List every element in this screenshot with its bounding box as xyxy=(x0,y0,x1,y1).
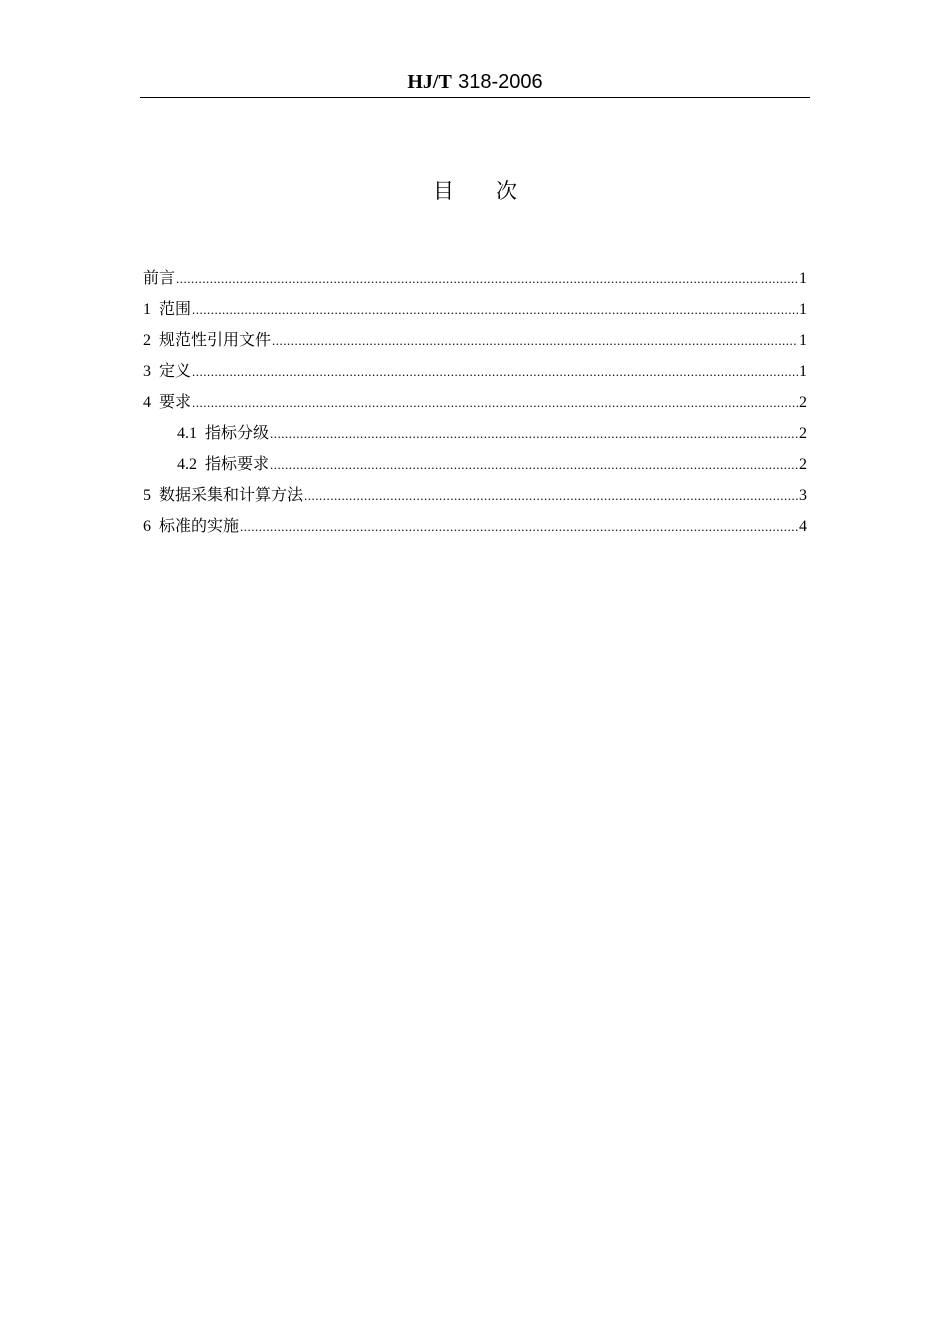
toc-entry-page: 1 xyxy=(799,301,807,318)
toc-entry-scope[interactable] xyxy=(143,295,807,326)
toc-entry-number: 2 xyxy=(143,332,151,349)
toc-entry-requirements[interactable] xyxy=(143,388,807,419)
toc-entry-page: 1 xyxy=(799,270,807,287)
toc-dot-leader xyxy=(192,358,798,386)
toc-entry-page: 2 xyxy=(799,394,807,411)
toc-dot-leader xyxy=(192,296,798,324)
toc-entry-page: 2 xyxy=(799,425,807,442)
header-rule xyxy=(140,97,810,98)
toc-title-right: 次 xyxy=(496,179,517,203)
standard-code-prefix: HJ/T xyxy=(407,71,452,93)
toc-dot-leader xyxy=(304,482,798,510)
toc-title-left: 目 xyxy=(433,179,454,203)
toc-dot-leader xyxy=(240,513,798,541)
toc-entry-text: 规范性引用文件 xyxy=(159,330,272,349)
toc-entry-definitions[interactable] xyxy=(143,357,807,388)
toc-entry-text: 标准的实施 xyxy=(159,516,240,535)
toc-entry-text: 指标分级 xyxy=(205,423,270,442)
toc-entry-number: 3 xyxy=(143,363,151,380)
toc-entry-implementation[interactable] xyxy=(143,512,807,543)
toc-entry-text: 范围 xyxy=(159,299,192,318)
toc-entry-preface[interactable] xyxy=(143,264,807,295)
toc-entry-number: 6 xyxy=(143,518,151,535)
toc-entry-number: 4.2 xyxy=(177,456,197,473)
toc-entry-text: 数据采集和计算方法 xyxy=(159,485,304,504)
toc-dot-leader xyxy=(176,265,798,293)
toc-entry-number: 4.1 xyxy=(177,425,197,442)
toc-entry-number: 1 xyxy=(143,301,151,318)
toc-dot-leader xyxy=(192,389,798,417)
toc-entry-normative-references[interactable] xyxy=(143,326,807,357)
toc-entry-number: 4 xyxy=(143,394,151,411)
toc-entry-page: 2 xyxy=(799,456,807,473)
toc-list xyxy=(143,264,807,543)
toc-entry-page: 3 xyxy=(799,487,807,504)
toc-dot-leader xyxy=(270,420,798,448)
toc-entry-page: 1 xyxy=(799,363,807,380)
toc-entry-text: 定义 xyxy=(159,361,192,380)
toc-entry-text: 指标要求 xyxy=(205,454,270,473)
toc-entry-text: 要求 xyxy=(159,392,192,411)
toc-dot-leader xyxy=(270,451,798,479)
toc-entry-number: 5 xyxy=(143,487,151,504)
toc-title xyxy=(140,177,810,205)
toc-entry-indicator-requirements[interactable] xyxy=(143,450,807,481)
toc-entry-data-collection[interactable] xyxy=(143,481,807,512)
standard-code-number: 318-2006 xyxy=(458,71,543,93)
toc-entry-indicator-grading[interactable] xyxy=(143,419,807,450)
toc-entry-page: 4 xyxy=(799,518,807,535)
page-header xyxy=(140,68,810,95)
toc-entry-page: 1 xyxy=(799,332,807,349)
toc-entry-text: 前言 xyxy=(143,268,176,287)
toc-dot-leader xyxy=(272,327,798,355)
